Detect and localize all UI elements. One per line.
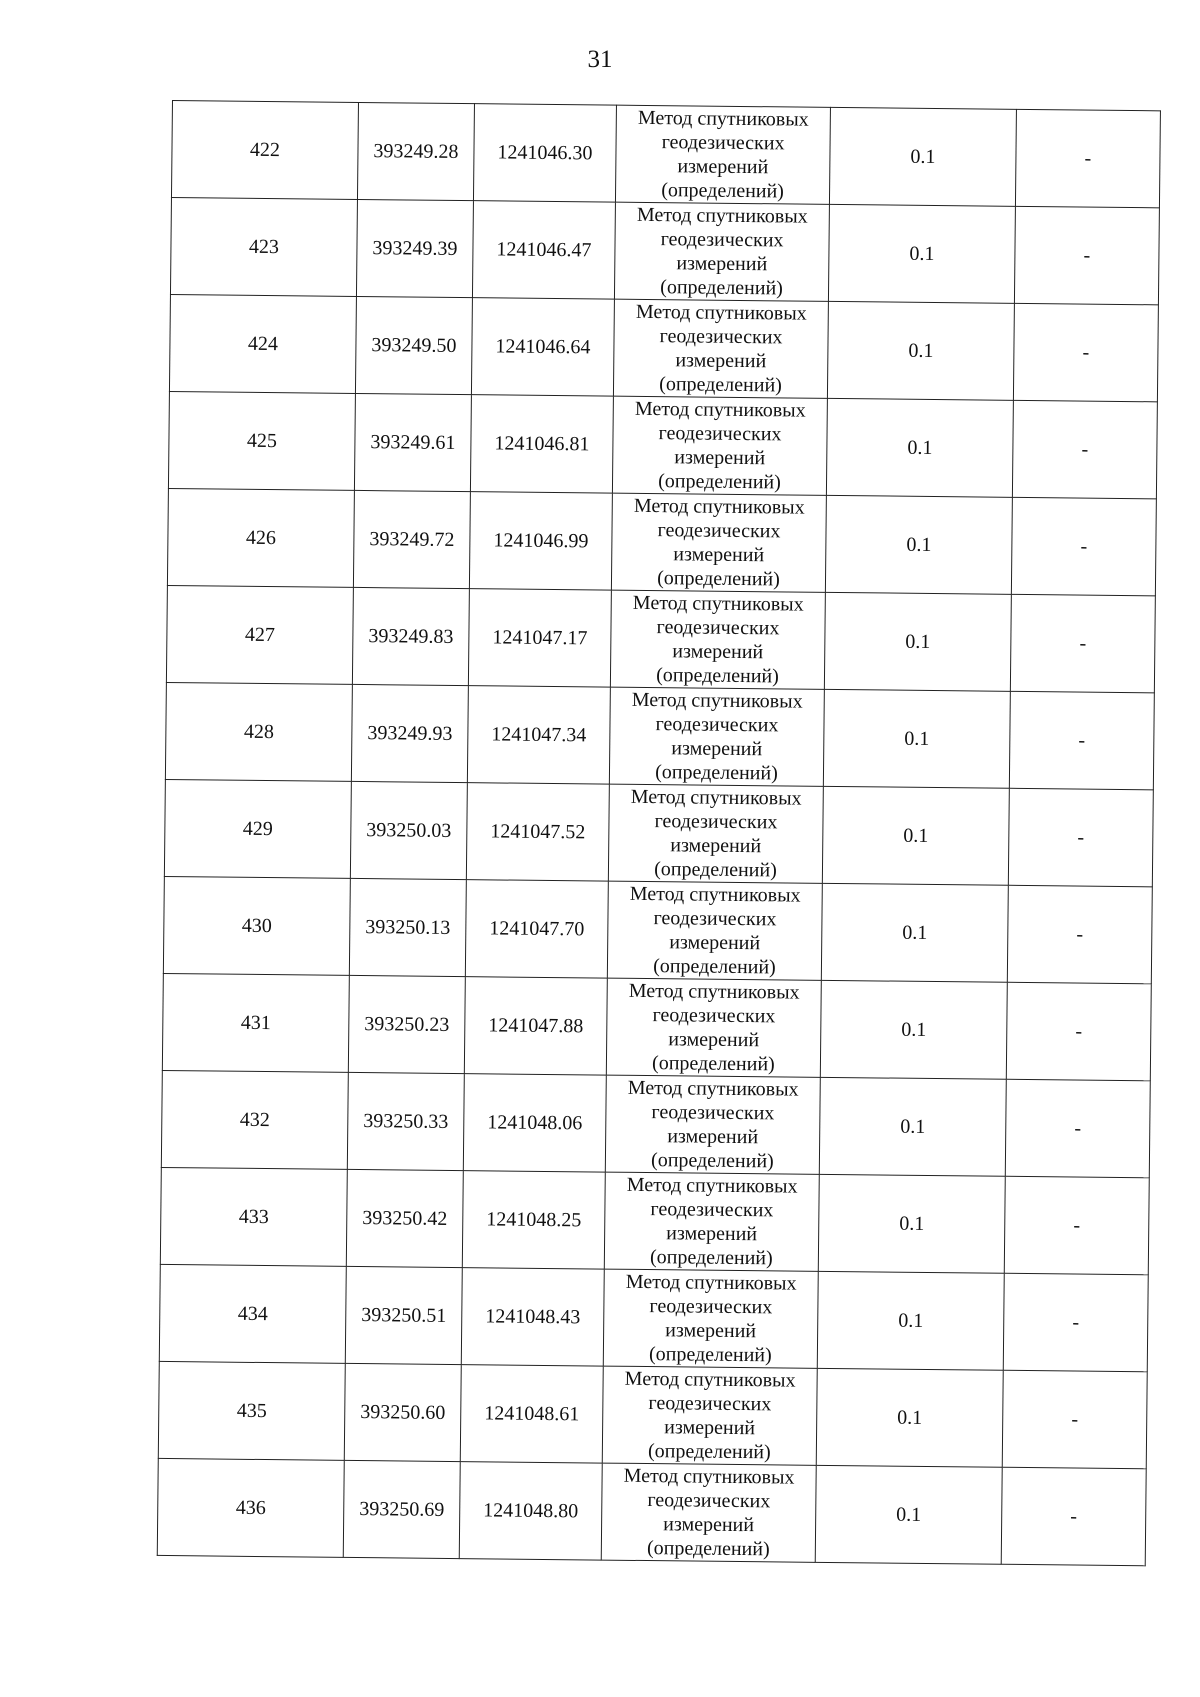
x-coordinate-cell: 393250.33 [347, 1072, 464, 1170]
method-line: (определений) [654, 858, 777, 882]
table-row [167, 488, 1156, 595]
accuracy-cell: 0.1 [821, 883, 1008, 982]
method-line: геодезических [655, 713, 779, 737]
method-line: измерений [667, 1125, 759, 1149]
method-line: измерений [664, 1416, 756, 1440]
y-coordinate-cell: 1241046.99 [469, 492, 612, 590]
accuracy-cell: 0.1 [815, 1465, 1002, 1564]
accuracy-cell: 0.1 [827, 301, 1014, 400]
note-cell: - [1015, 109, 1160, 208]
point-number-cell: 434 [159, 1264, 346, 1363]
y-coordinate-cell: 1241048.06 [463, 1074, 606, 1172]
method-line: геодезических [652, 1004, 776, 1028]
method-line: (определений) [655, 761, 778, 785]
method-line: Метод спутниковых [634, 397, 806, 422]
method-line: (определений) [648, 1343, 772, 1367]
y-coordinate-cell: 1241046.47 [472, 201, 615, 299]
method-line: Метод спутниковых [636, 203, 808, 228]
accuracy-cell: 0.1 [822, 786, 1009, 885]
note-cell: - [1003, 1273, 1148, 1372]
x-coordinate-cell: 393250.23 [348, 975, 465, 1073]
method-line: геодезических [653, 907, 777, 931]
method-cell [606, 978, 821, 1077]
method-line: геодезических [647, 1489, 771, 1513]
note-cell: - [1009, 691, 1154, 790]
note-cell: - [1002, 1370, 1147, 1469]
note-cell: - [1005, 1079, 1150, 1178]
table-row [165, 682, 1154, 789]
y-coordinate-cell: 1241046.30 [473, 104, 616, 202]
accuracy-cell: 0.1 [819, 1077, 1006, 1176]
x-coordinate-cell: 393250.51 [345, 1266, 462, 1364]
table-row [171, 101, 1160, 208]
point-number-cell: 429 [164, 779, 351, 878]
point-number-cell: 422 [171, 101, 358, 200]
method-line: (определений) [649, 1246, 773, 1270]
method-line: (определений) [647, 1440, 771, 1464]
method-line: Метод спутниковых [627, 1076, 799, 1101]
y-coordinate-cell: 1241048.43 [461, 1268, 604, 1366]
method-cell [612, 396, 827, 495]
x-coordinate-cell: 393249.39 [356, 199, 473, 297]
note-cell: - [1010, 594, 1155, 693]
accuracy-cell: 0.1 [816, 1368, 1003, 1467]
method-line: геодезических [651, 1101, 775, 1125]
note-cell: - [1014, 206, 1159, 305]
method-line: Метод спутниковых [632, 591, 804, 616]
y-coordinate-cell: 1241047.17 [468, 589, 611, 687]
x-coordinate-cell: 393249.61 [354, 393, 471, 491]
y-coordinate-cell: 1241047.70 [465, 880, 608, 978]
note-cell: - [1011, 497, 1156, 596]
y-coordinate-cell: 1241048.61 [460, 1365, 603, 1463]
method-cell [615, 105, 830, 204]
table-row [169, 294, 1158, 401]
x-coordinate-cell: 393249.72 [353, 490, 470, 588]
method-line: (определений) [658, 470, 781, 494]
y-coordinate-cell: 1241048.25 [462, 1171, 605, 1269]
point-number-cell: 426 [167, 488, 354, 587]
method-cell [614, 202, 829, 301]
accuracy-cell: 0.1 [817, 1271, 1004, 1370]
method-line: Метод спутниковых [630, 785, 802, 810]
y-coordinate-cell: 1241048.80 [459, 1462, 602, 1560]
table-row [163, 876, 1152, 983]
method-line: измерений [673, 543, 765, 567]
x-coordinate-cell: 393250.69 [343, 1460, 460, 1558]
page-number: 31 [587, 46, 613, 73]
method-line: измерений [670, 834, 762, 858]
y-coordinate-cell: 1241047.34 [467, 686, 610, 784]
method-line: Метод спутниковых [629, 882, 801, 907]
accuracy-cell: 0.1 [823, 689, 1010, 788]
table-row [157, 1458, 1146, 1565]
method-line: (определений) [657, 567, 780, 591]
x-coordinate-cell: 393250.03 [350, 781, 467, 879]
method-line: измерений [665, 1319, 757, 1343]
point-number-cell: 431 [162, 973, 349, 1072]
accuracy-cell: 0.1 [824, 592, 1011, 691]
method-line: (определений) [656, 664, 779, 688]
method-line: геодезических [654, 810, 778, 834]
method-line: геодезических [660, 228, 784, 252]
method-line: Метод спутниковых [631, 688, 803, 713]
point-number-cell: 425 [168, 391, 355, 490]
accuracy-cell: 0.1 [828, 204, 1015, 303]
coordinates-table-container [157, 100, 1160, 1566]
x-coordinate-cell: 393249.83 [352, 587, 469, 685]
method-line: измерений [675, 349, 767, 373]
method-line: геодезических [650, 1198, 774, 1222]
method-cell [604, 1172, 819, 1271]
method-line: геодезических [657, 519, 781, 543]
method-line: Метод спутниковых [628, 979, 800, 1004]
table-row [168, 391, 1157, 498]
method-line: геодезических [649, 1295, 773, 1319]
method-line: Метод спутниковых [623, 1464, 795, 1489]
method-cell [613, 299, 828, 398]
method-cell [609, 687, 824, 786]
point-number-cell: 435 [158, 1361, 345, 1460]
method-line: измерений [674, 446, 766, 470]
x-coordinate-cell: 393249.28 [357, 102, 474, 200]
method-cell [611, 493, 826, 592]
point-number-cell: 424 [169, 294, 356, 393]
accuracy-cell: 0.1 [820, 980, 1007, 1079]
table-row [170, 197, 1159, 304]
method-line: измерений [666, 1222, 758, 1246]
method-line: измерений [669, 931, 761, 955]
point-number-cell: 423 [170, 197, 357, 296]
table-row [161, 1070, 1150, 1177]
method-cell [602, 1366, 817, 1465]
table-row [160, 1167, 1149, 1274]
note-cell: - [1001, 1467, 1146, 1566]
y-coordinate-cell: 1241047.52 [466, 783, 609, 881]
point-number-cell: 432 [161, 1070, 348, 1169]
method-cell [605, 1075, 820, 1174]
method-line: геодезических [656, 616, 780, 640]
accuracy-cell: 0.1 [829, 107, 1016, 206]
method-cell [603, 1269, 818, 1368]
method-line: измерений [671, 737, 763, 761]
y-coordinate-cell: 1241047.88 [464, 977, 607, 1075]
note-cell: - [1006, 982, 1151, 1081]
method-line: Метод спутниковых [635, 300, 807, 325]
y-coordinate-cell: 1241046.64 [471, 298, 614, 396]
coordinates-table [157, 100, 1161, 1566]
method-cell [608, 784, 823, 883]
method-line: Метод спутниковых [637, 106, 809, 131]
note-cell: - [1004, 1176, 1149, 1275]
point-number-cell: 428 [165, 682, 352, 781]
method-line: измерений [663, 1513, 755, 1537]
method-line: Метод спутниковых [624, 1367, 796, 1392]
method-line: геодезических [661, 131, 785, 155]
x-coordinate-cell: 393249.50 [355, 296, 472, 394]
method-line: (определений) [653, 955, 776, 979]
method-line: (определений) [651, 1052, 775, 1076]
y-coordinate-cell: 1241046.81 [470, 395, 613, 493]
method-line: измерений [677, 155, 769, 179]
note-cell: - [1013, 303, 1158, 402]
note-cell: - [1008, 788, 1153, 887]
accuracy-cell: 0.1 [825, 495, 1012, 594]
method-line: геодезических [659, 325, 783, 349]
x-coordinate-cell: 393250.13 [349, 878, 466, 976]
accuracy-cell: 0.1 [818, 1174, 1005, 1273]
method-line: (определений) [646, 1537, 770, 1561]
note-cell: - [1007, 885, 1152, 984]
method-line: Метод спутниковых [626, 1173, 798, 1198]
method-cell [607, 881, 822, 980]
method-line: (определений) [661, 179, 785, 203]
x-coordinate-cell: 393249.93 [351, 684, 468, 782]
table-body [157, 101, 1160, 1566]
x-coordinate-cell: 393250.42 [346, 1169, 463, 1267]
method-line: измерений [672, 640, 764, 664]
point-number-cell: 430 [163, 876, 350, 975]
table-row [158, 1361, 1147, 1468]
method-line: Метод спутниковых [633, 494, 805, 519]
note-cell: - [1012, 400, 1157, 499]
method-line: геодезических [648, 1392, 772, 1416]
method-line: (определений) [650, 1149, 774, 1173]
method-line: (определений) [660, 276, 784, 300]
point-number-cell: 433 [160, 1167, 347, 1266]
method-line: (определений) [659, 373, 782, 397]
table-row [166, 585, 1155, 692]
accuracy-cell: 0.1 [826, 398, 1013, 497]
method-cell [610, 590, 825, 689]
method-cell [601, 1463, 816, 1562]
point-number-cell: 436 [157, 1458, 344, 1557]
method-line: геодезических [658, 422, 782, 446]
table-row [159, 1264, 1148, 1371]
method-line: измерений [676, 252, 768, 276]
table-row [162, 973, 1151, 1080]
method-line: измерений [668, 1028, 760, 1052]
x-coordinate-cell: 393250.60 [344, 1363, 461, 1461]
table-row [164, 779, 1153, 886]
point-number-cell: 427 [166, 585, 353, 684]
method-line: Метод спутниковых [625, 1270, 797, 1295]
